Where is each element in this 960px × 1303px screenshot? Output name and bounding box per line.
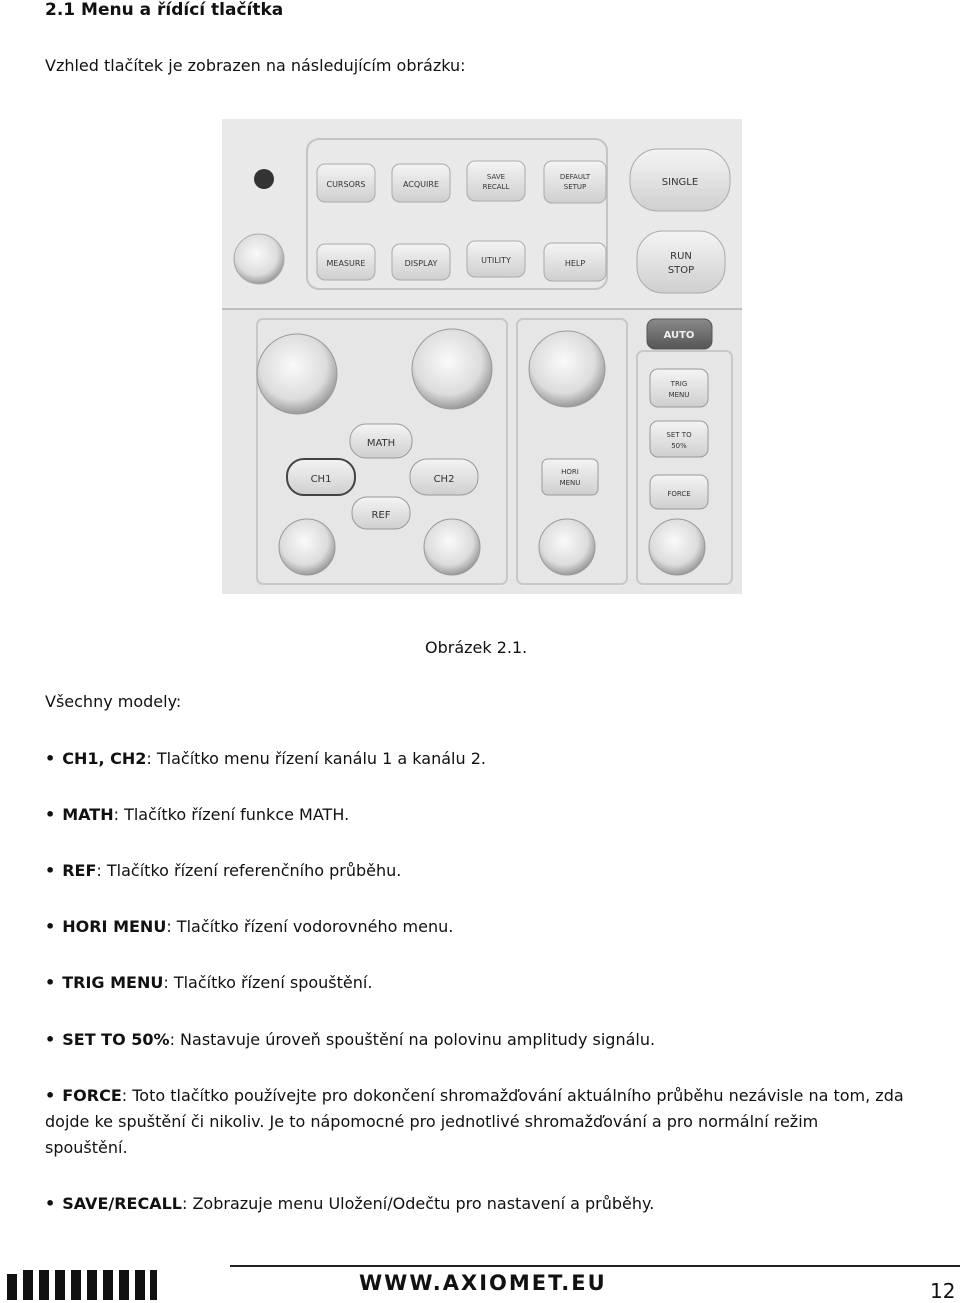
item-key: FORCE xyxy=(62,1086,122,1105)
footer-divider xyxy=(230,1265,960,1267)
bullet-icon: • xyxy=(45,917,56,936)
list-item xyxy=(45,914,905,940)
bullet-icon: • xyxy=(45,1194,56,1213)
ch1-label: CH1 xyxy=(310,474,332,485)
hori-menu-button[interactable] xyxy=(542,459,598,495)
intro-text: Vzhled tlačítek je zobrazen na následujícím obrázku: xyxy=(45,56,466,75)
math-label: MATH xyxy=(366,438,396,449)
list-item xyxy=(45,802,905,828)
ref-label: REF xyxy=(371,510,391,521)
stop-label: STOP xyxy=(667,265,695,276)
bullet-icon: • xyxy=(45,861,56,880)
item-key: TRIG MENU xyxy=(62,973,164,992)
list-item xyxy=(45,970,905,996)
oscilloscope-panel-figure xyxy=(222,119,742,594)
models-label: Všechny modely: xyxy=(45,692,182,711)
bullet-icon: • xyxy=(45,749,56,768)
figure-caption: Obrázek 2.1. xyxy=(425,638,528,657)
footer-url: WWW.AXIOMET.EU xyxy=(359,1271,607,1295)
auto-label: AUTO xyxy=(663,330,695,341)
single-button[interactable] xyxy=(630,149,730,211)
force-button[interactable] xyxy=(650,475,708,509)
item-key: REF xyxy=(62,861,97,880)
default-label: DEFAULT xyxy=(559,173,591,181)
page-number: 12 xyxy=(930,1279,956,1303)
item-key: SAVE/RECALL xyxy=(62,1194,182,1213)
ref-button[interactable] xyxy=(352,497,410,529)
save-label: SAVE xyxy=(486,173,506,181)
trigger-level-knob xyxy=(649,519,705,575)
cursors-button[interactable] xyxy=(317,164,375,202)
item-text: : Tlačítko menu řízení kanálu 1 a kanálu 2. xyxy=(146,749,486,768)
item-text: : Tlačítko řízení funkce MATH. xyxy=(113,805,350,824)
top-left-knob xyxy=(234,234,284,284)
save-recall-button[interactable] xyxy=(467,161,525,201)
hori-menu-label: MENU xyxy=(559,479,581,487)
hori-label: HORI xyxy=(561,468,579,476)
bullet-icon: • xyxy=(45,1086,56,1105)
trig-label: TRIG xyxy=(670,380,688,388)
item-text: : Tlačítko řízení vodorovného menu. xyxy=(166,917,454,936)
set-50-label: 50% xyxy=(671,442,687,450)
display-label: DISPLAY xyxy=(404,259,438,268)
utility-button[interactable] xyxy=(467,241,525,277)
measure-label: MEASURE xyxy=(326,259,366,268)
ch2-position-knob xyxy=(424,519,480,575)
trig-menu-label: MENU xyxy=(668,391,690,399)
section-heading: 2.1 Menu a řídící tlačítka xyxy=(45,0,284,20)
display-button[interactable] xyxy=(392,244,450,280)
run-label: RUN xyxy=(670,251,692,262)
set-to-label: SET TO xyxy=(666,431,692,439)
force-label: FORCE xyxy=(667,490,691,498)
power-indicator xyxy=(254,169,274,189)
bullet-icon: • xyxy=(45,1030,56,1049)
item-text: : Nastavuje úroveň spouštění na polovinu amplitudy signálu. xyxy=(169,1030,656,1049)
math-button[interactable] xyxy=(350,424,412,458)
ch1-position-knob xyxy=(279,519,335,575)
footer-barcode-logo xyxy=(7,1270,157,1300)
list-item xyxy=(45,858,905,884)
trig-menu-button[interactable] xyxy=(650,369,708,407)
run-stop-button[interactable] xyxy=(637,231,725,293)
recall-label: RECALL xyxy=(482,183,510,191)
help-label: HELP xyxy=(564,259,586,268)
item-key: CH1, CH2 xyxy=(62,749,147,768)
time-base-knob xyxy=(529,331,605,407)
ch2-volts-knob xyxy=(412,329,492,409)
set-to-50-button[interactable] xyxy=(650,421,708,457)
help-button[interactable] xyxy=(544,243,606,281)
utility-label: UTILITY xyxy=(481,256,511,265)
list-item xyxy=(45,1191,905,1217)
ch1-button[interactable] xyxy=(287,459,355,495)
bullet-icon: • xyxy=(45,805,56,824)
item-key: SET TO 50% xyxy=(62,1030,170,1049)
list-item xyxy=(45,746,905,772)
setup-label: SETUP xyxy=(563,183,587,191)
item-text: : Tlačítko řízení referenčního průběhu. xyxy=(96,861,402,880)
item-key: MATH xyxy=(62,805,114,824)
horizontal-position-knob xyxy=(539,519,595,575)
item-text: : Zobrazuje menu Uložení/Odečtu pro nastavení a průběhy. xyxy=(181,1194,655,1213)
acquire-button[interactable] xyxy=(392,164,450,202)
list-item xyxy=(45,1083,905,1161)
measure-button[interactable] xyxy=(317,244,375,280)
list-item xyxy=(45,1027,905,1053)
auto-button[interactable] xyxy=(647,319,712,349)
single-label: SINGLE xyxy=(661,177,699,188)
item-key: HORI MENU xyxy=(62,917,167,936)
ch2-button[interactable] xyxy=(410,459,478,495)
acquire-label: ACQUIRE xyxy=(402,180,440,189)
ch1-volts-knob xyxy=(257,334,337,414)
default-setup-button[interactable] xyxy=(544,161,606,203)
cursors-label: CURSORS xyxy=(326,180,366,189)
item-text: : Toto tlačítko používejte pro dokončení shromažďování aktuálního průběhu nezávisle na tom, zda dojde ke spuštění či nikoliv. Je to nápomocné pro jednotlivé shromažďování a pro normální režim spouštění. xyxy=(45,1086,904,1157)
ch2-label: CH2 xyxy=(433,474,455,485)
bullet-icon: • xyxy=(45,973,56,992)
item-text: : Tlačítko řízení spouštění. xyxy=(163,973,373,992)
